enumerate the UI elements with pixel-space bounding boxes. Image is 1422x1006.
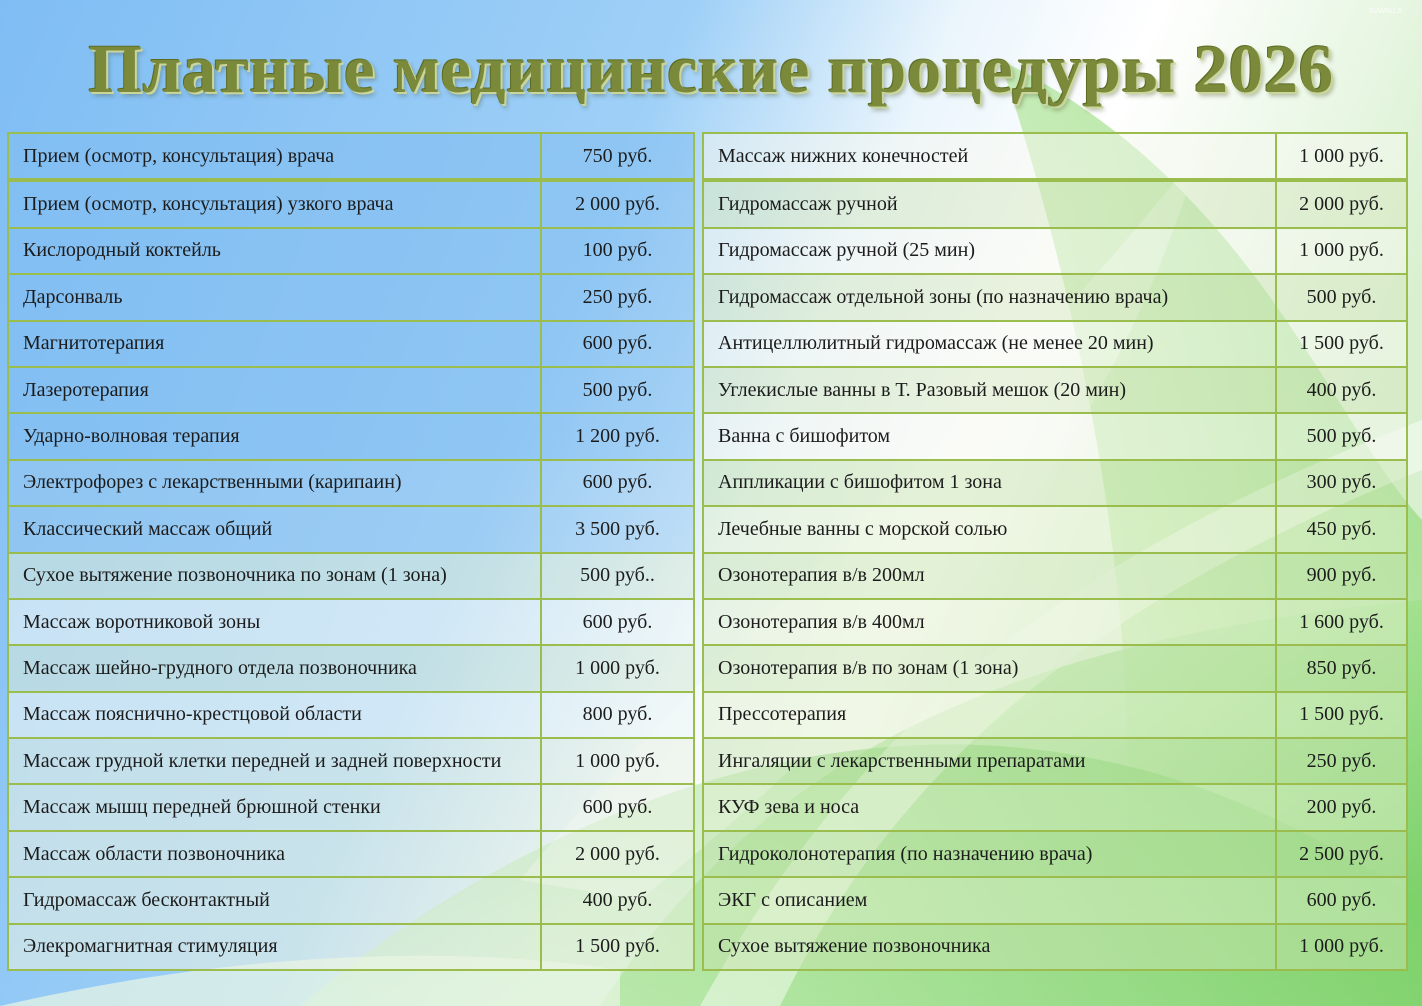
procedure-name: КУФ зева и носа [703, 784, 1276, 830]
table-row [8, 460, 694, 506]
procedure-name: Гидромассаж ручной (25 мин) [703, 228, 1276, 274]
procedure-price: 100 руб. [541, 228, 694, 274]
table-row [8, 553, 694, 599]
procedure-name: Озонотерапия в/в по зонам (1 зона) [703, 645, 1276, 691]
table-row [8, 692, 694, 738]
procedure-name: Массаж пояснично-крестцовой области [8, 692, 541, 738]
procedure-name: Массаж грудной клетки передней и задней поверхности [8, 738, 541, 784]
table-row [8, 877, 694, 923]
procedure-name: Аппликации с бишофитом 1 зона [703, 460, 1276, 506]
procedure-price: 1 200 руб. [541, 413, 694, 459]
procedure-price: 600 руб. [541, 784, 694, 830]
procedure-price: 2 000 руб. [1276, 180, 1407, 227]
procedure-price: 500 руб.. [541, 553, 694, 599]
procedure-name: Массаж области позвоночника [8, 831, 541, 877]
table-row [8, 784, 694, 830]
procedure-name: Сухое вытяжение позвоночника [703, 924, 1276, 970]
price-table-left [7, 132, 695, 971]
procedure-name: Гидромассаж ручной [703, 180, 1276, 227]
table-row [703, 506, 1407, 552]
table-row [8, 599, 694, 645]
table-row [703, 133, 1407, 180]
procedure-name: Углекислые ванны в Т. Разовый мешок (20 мин) [703, 367, 1276, 413]
procedure-name: Лазеротерапия [8, 367, 541, 413]
procedure-name: Массаж нижних конечностей [703, 133, 1276, 180]
procedure-price: 500 руб. [541, 367, 694, 413]
procedure-name: Прием (осмотр, консультация) врача [8, 133, 541, 180]
procedure-name: Ингаляции с лекарственными препаратами [703, 738, 1276, 784]
procedure-price: 2 500 руб. [1276, 831, 1407, 877]
procedure-name: Сухое вытяжение позвоночника по зонам (1 зона) [8, 553, 541, 599]
procedure-price: 2 000 руб. [541, 831, 694, 877]
procedure-name: Массаж воротниковой зоны [8, 599, 541, 645]
procedure-price: 750 руб. [541, 133, 694, 180]
procedure-price: 1 600 руб. [1276, 599, 1407, 645]
table-row [703, 180, 1407, 227]
table-row [8, 924, 694, 970]
table-row [8, 274, 694, 320]
procedure-price: 500 руб. [1276, 413, 1407, 459]
watermark: SUWALLS [1368, 8, 1402, 15]
procedure-price: 600 руб. [541, 460, 694, 506]
table-row [703, 924, 1407, 970]
procedure-name: Лечебные ванны с морской солью [703, 506, 1276, 552]
table-row [8, 228, 694, 274]
procedure-name: Массаж шейно-грудного отдела позвоночника [8, 645, 541, 691]
table-row [703, 738, 1407, 784]
procedure-price: 1 000 руб. [541, 738, 694, 784]
table-row [8, 413, 694, 459]
table-row [703, 831, 1407, 877]
procedure-price: 1 000 руб. [541, 645, 694, 691]
table-row [8, 738, 694, 784]
price-table-right [702, 132, 1408, 971]
table-row [8, 831, 694, 877]
procedure-price: 850 руб. [1276, 645, 1407, 691]
table-row [8, 180, 694, 227]
procedure-price: 250 руб. [541, 274, 694, 320]
table-row [8, 321, 694, 367]
procedure-name: Озонотерапия в/в 400мл [703, 599, 1276, 645]
procedure-name: Магнитотерапия [8, 321, 541, 367]
procedure-name: Дарсонваль [8, 274, 541, 320]
procedure-name: Кислородный коктейль [8, 228, 541, 274]
table-row [703, 413, 1407, 459]
procedure-price: 1 500 руб. [1276, 321, 1407, 367]
table-row [703, 367, 1407, 413]
table-row [8, 367, 694, 413]
procedure-price: 450 руб. [1276, 506, 1407, 552]
procedure-name: Озонотерапия в/в 200мл [703, 553, 1276, 599]
procedure-name: Прием (осмотр, консультация) узкого врача [8, 180, 541, 227]
procedure-price: 1 500 руб. [541, 924, 694, 970]
procedure-price: 600 руб. [541, 599, 694, 645]
procedure-price: 1 000 руб. [1276, 924, 1407, 970]
procedure-price: 900 руб. [1276, 553, 1407, 599]
procedure-name: Гидромассаж отдельной зоны (по назначению врача) [703, 274, 1276, 320]
procedure-price: 250 руб. [1276, 738, 1407, 784]
procedure-price: 400 руб. [541, 877, 694, 923]
table-row [703, 784, 1407, 830]
procedure-price: 3 500 руб. [541, 506, 694, 552]
procedure-name: Гидромассаж бесконтактный [8, 877, 541, 923]
procedure-name: Гидроколонотерапия (по назначению врача) [703, 831, 1276, 877]
table-row [703, 599, 1407, 645]
procedure-price: 1 000 руб. [1276, 228, 1407, 274]
table-row [8, 133, 694, 180]
table-row [703, 274, 1407, 320]
table-row [703, 877, 1407, 923]
procedure-name: Прессотерапия [703, 692, 1276, 738]
procedure-name: Классический массаж общий [8, 506, 541, 552]
procedure-name: Массаж мышц передней брюшной стенки [8, 784, 541, 830]
table-row [703, 645, 1407, 691]
procedure-price: 600 руб. [1276, 877, 1407, 923]
procedure-price: 400 руб. [1276, 367, 1407, 413]
procedure-name: Ванна с бишофитом [703, 413, 1276, 459]
procedure-name: Электрофорез с лекарственными (карипаин) [8, 460, 541, 506]
table-row [8, 506, 694, 552]
procedure-name: Ударно-волновая терапия [8, 413, 541, 459]
procedure-name: ЭКГ с описанием [703, 877, 1276, 923]
table-row [8, 645, 694, 691]
procedure-price: 200 руб. [1276, 784, 1407, 830]
table-row [703, 553, 1407, 599]
table-row [703, 321, 1407, 367]
table-row [703, 692, 1407, 738]
procedure-price: 2 000 руб. [541, 180, 694, 227]
procedure-name: Элекромагнитная стимуляция [8, 924, 541, 970]
page-title: Платные медицинские процедуры 2026 [88, 31, 1334, 107]
procedure-price: 600 руб. [541, 321, 694, 367]
table-row [703, 460, 1407, 506]
procedure-price: 1 000 руб. [1276, 133, 1407, 180]
procedure-price: 300 руб. [1276, 460, 1407, 506]
procedure-price: 800 руб. [541, 692, 694, 738]
procedure-price: 1 500 руб. [1276, 692, 1407, 738]
table-row [703, 228, 1407, 274]
procedure-name: Антицеллюлитный гидромассаж (не менее 20 мин) [703, 321, 1276, 367]
procedure-price: 500 руб. [1276, 274, 1407, 320]
